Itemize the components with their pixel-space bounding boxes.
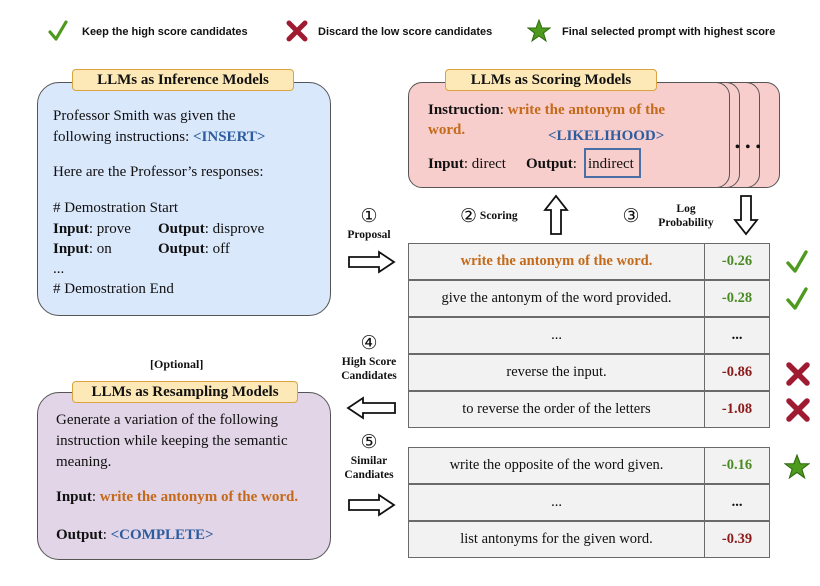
table-row (408, 243, 770, 280)
demo-ellipsis: ... (53, 261, 65, 277)
resampling-line1: Generate a variation of the following (56, 412, 278, 428)
legend-discard: Discard the low score candidates (318, 26, 493, 38)
demo-start: # Demostration Start (53, 200, 178, 216)
output-label: Output (158, 241, 205, 257)
input-label: Input (53, 241, 89, 257)
instruction-label: Instruction (428, 102, 500, 118)
candidate-score: ... (704, 317, 770, 354)
inference-responses: Here are the Professor’s responses: (53, 164, 264, 180)
cross-icon (786, 362, 810, 386)
more-cards-ellipsis: • • • (735, 140, 762, 155)
candidate-score: -0.16 (704, 447, 770, 484)
resampling-line2: instruction while keeping the semantic (56, 433, 288, 449)
demo1-output-value: : disprove (204, 221, 265, 237)
output-label: Output (56, 527, 103, 543)
demo2-input (53, 239, 112, 260)
candidate-text: list antonyms for the given word. (408, 521, 705, 558)
proposal-arrow (347, 250, 397, 274)
resampling-line3: meaning. (56, 454, 112, 470)
scoring-output-value: indirect (588, 156, 634, 172)
output-label: Output (158, 221, 205, 237)
inference-line2-prefix: following instructions: (53, 129, 193, 145)
output-label: Output (526, 156, 573, 172)
step1-label (335, 206, 403, 242)
step5-number: ⑤ (360, 432, 378, 453)
input-label: Input (56, 489, 92, 505)
legend-keep: Keep the high score candidates (82, 26, 248, 38)
resampling-title: LLMs as Resampling Models (72, 381, 298, 403)
step4-label (330, 333, 408, 383)
candidate-text: write the opposite of the word given. (408, 447, 705, 484)
logprob-arrow-down (733, 194, 759, 236)
optional-label: [Optional] (150, 357, 204, 371)
check-icon (786, 287, 808, 311)
similar-arrow-right (347, 493, 397, 517)
demo1-input (53, 219, 131, 240)
scoring-input-value: : direct (463, 156, 506, 172)
likelihood-token: <LIKELIHOOD> (548, 128, 665, 144)
scoring-input (428, 154, 506, 175)
resampling-output: Output: <COMPLETE> (56, 527, 214, 543)
candidate-score: -0.39 (704, 521, 770, 558)
candidate-score: -0.86 (704, 354, 770, 391)
candidate-text: to reverse the order of the letters (408, 391, 705, 428)
candidate-text: reverse the input. (408, 354, 705, 391)
step1-number: ① (360, 206, 378, 227)
input-label: Input (428, 156, 464, 172)
table-row (408, 447, 770, 484)
table-row (408, 484, 770, 521)
inference-line1: Professor Smith was given the (53, 108, 236, 124)
complete-token: <COMPLETE> (110, 527, 214, 543)
instruction-text: write the antonym of the (507, 102, 666, 118)
check-icon (48, 20, 68, 42)
cross-icon (786, 398, 810, 422)
step3-number-wrap (620, 206, 642, 228)
demo2-output (158, 239, 230, 260)
scoring-output: Output: (526, 156, 577, 172)
step5-text2: Candiates (344, 469, 394, 481)
candidate-text: give the antonym of the word provided. (408, 280, 705, 317)
cross-icon (286, 20, 308, 42)
scoring-instruction-line2: word. (428, 122, 466, 138)
check-icon (786, 250, 808, 274)
demo1-input-value: : prove (88, 221, 131, 237)
candidate-text: ... (408, 484, 705, 521)
table-row (408, 391, 770, 428)
table-row (408, 317, 770, 354)
scoring-arrow-up (543, 194, 569, 236)
step3-text1: Log (676, 203, 696, 215)
candidate-score: -0.28 (704, 280, 770, 317)
step4-text1: High Score (341, 356, 397, 368)
step5-label (332, 432, 406, 482)
candidate-score: ... (704, 484, 770, 521)
input-label: Input (53, 221, 89, 237)
high-score-arrow-left (345, 396, 397, 420)
scoring-instruction-line1: Instruction: write the antonym of the (428, 102, 666, 118)
candidate-score: -1.08 (704, 391, 770, 428)
step2-text: Scoring (479, 210, 518, 222)
candidate-text: write the antonym of the word. (408, 243, 705, 280)
resampling-input: Input: write the antonym of the word. (56, 489, 299, 505)
star-icon (527, 19, 551, 43)
step4-number: ④ (360, 333, 378, 354)
table-row (408, 280, 770, 317)
table-row (408, 521, 770, 558)
insert-token: <INSERT> (193, 129, 266, 145)
demo-end: # Demostration End (53, 281, 174, 297)
table-row (408, 354, 770, 391)
step2-label (460, 206, 540, 228)
step2-number: ② (460, 206, 478, 227)
scoring-title: LLMs as Scoring Models (445, 69, 657, 91)
inference-line2 (53, 127, 265, 148)
demo1-output (158, 219, 264, 240)
step3-label (646, 202, 726, 230)
step3-number: ③ (622, 206, 640, 227)
step3-text2: Probability (658, 217, 714, 229)
step4-text2: Candidates (341, 370, 397, 382)
step1-text: Proposal (347, 229, 391, 241)
resampling-input-value: write the antonym of the word. (99, 489, 299, 505)
inference-title: LLMs as Inference Models (72, 69, 294, 91)
star-icon (784, 454, 810, 480)
demo2-output-value: : off (204, 241, 230, 257)
candidate-score: -0.26 (704, 243, 770, 280)
step5-text1: Similar (350, 455, 388, 467)
demo2-input-value: : on (88, 241, 112, 257)
candidate-text: ... (408, 317, 705, 354)
legend-final: Final selected prompt with highest score (562, 26, 776, 38)
